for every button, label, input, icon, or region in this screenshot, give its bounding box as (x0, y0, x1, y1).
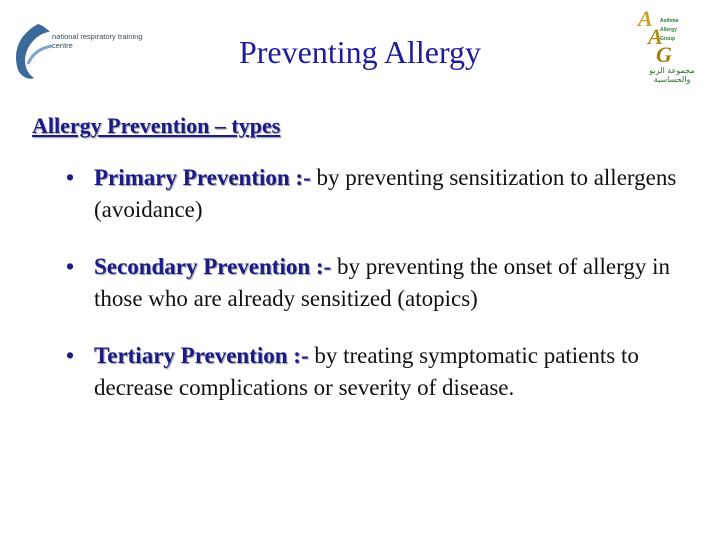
section-subtitle: Allergy Prevention – types (32, 113, 281, 138)
bullet-icon: • (66, 254, 75, 279)
bullet-icon: • (66, 343, 75, 368)
list-item-text: by preventing the onset of allergy in those who are already sensitized (atopics) (94, 254, 670, 311)
list-item (66, 162, 686, 226)
ntrc-org-name: national respiratory training centre (52, 32, 143, 50)
aag-letter-1: A (638, 6, 653, 31)
list-item-text: by treating symptomatic patients to decrease complications or severity of disease. (94, 343, 639, 400)
aag-letter-2: A (648, 24, 663, 49)
list-item-term: Secondary Prevention :- (94, 254, 332, 279)
list-item (66, 251, 686, 315)
aag-letter-3: G (656, 42, 672, 67)
prevention-list (66, 162, 686, 429)
aag-word-2: Allergy (660, 27, 677, 33)
aag-words (660, 17, 678, 44)
list-item (66, 340, 686, 404)
bullet-icon: • (66, 165, 75, 190)
aag-logo (630, 6, 712, 84)
aag-arabic-name: مجموعة الربو والحساسية (649, 66, 695, 84)
list-item-term: Tertiary Prevention :- (94, 343, 309, 368)
list-item-text: by preventing sensitization to allergens (avoidance) (94, 165, 677, 222)
aag-word-3: Group (660, 36, 675, 42)
list-item-term: Primary Prevention :- (94, 165, 311, 190)
page-title: Preventing Allergy (238, 34, 482, 70)
aag-word-1: Asthma (660, 18, 679, 24)
